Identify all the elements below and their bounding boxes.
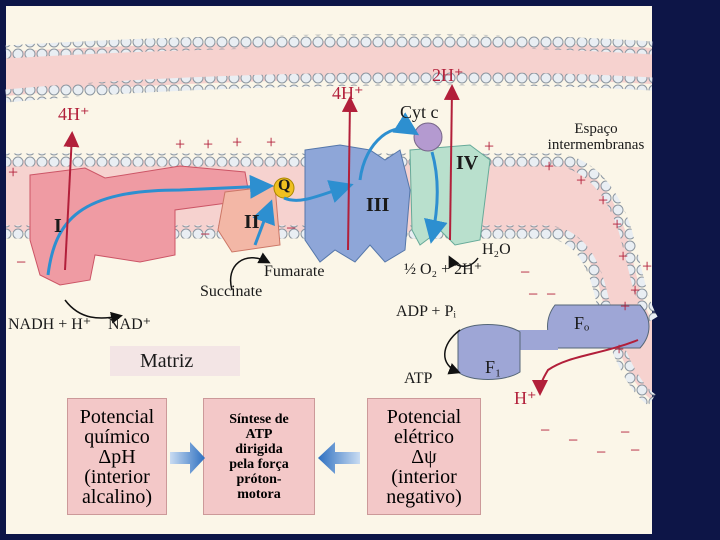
svg-text:−: − [16, 252, 27, 272]
adp-label: ADP + Pᵢ [396, 303, 456, 320]
svg-text:−: − [630, 440, 641, 460]
proton-label-out: H⁺ [514, 388, 537, 408]
svg-text:+: + [203, 134, 214, 154]
svg-text:−: − [200, 224, 211, 244]
chemical-potential-box: Potencial químico ΔpH (interior alcalino) [67, 398, 167, 515]
complex-iii [305, 145, 410, 262]
svg-text:−: − [596, 442, 607, 462]
water-label: H₂O [482, 241, 511, 258]
svg-text:−: − [568, 430, 579, 450]
svg-text:+: + [618, 246, 629, 266]
complex-iii-label: III [366, 194, 390, 216]
proton-label-4h-left: 4H⁺ [58, 104, 90, 124]
matriz-label: Matriz [110, 346, 240, 376]
svg-text:−: − [528, 284, 539, 304]
svg-text:+: + [8, 162, 19, 182]
svg-text:+: + [175, 134, 186, 154]
svg-text:+: + [484, 136, 495, 156]
oxygen-reaction-label: ½ O₂ + 2H⁺ [404, 261, 483, 278]
f1-label: F₁ [485, 357, 502, 377]
complex-ii-label: II [244, 211, 260, 233]
svg-text:+: + [576, 170, 587, 190]
succinate-label: Succinate [200, 283, 263, 300]
fo-label: Fₒ [574, 313, 590, 333]
svg-text:+: + [232, 132, 243, 152]
electric-potential-box: Potencial elétrico Δψ (interior negativo) [367, 398, 481, 515]
cyt-c-label: Cyt c [400, 102, 439, 122]
svg-text:−: − [540, 420, 551, 440]
svg-text:+: + [630, 280, 641, 300]
svg-text:+: + [620, 296, 631, 316]
nadh-label: NADH + H⁺ [8, 316, 92, 333]
svg-text:+: + [598, 190, 609, 210]
proton-label-2h: 2H⁺ [432, 65, 464, 85]
complex-iv-label: IV [456, 152, 479, 174]
svg-text:+: + [266, 132, 277, 152]
fumarate-label: Fumarate [264, 263, 325, 280]
svg-text:−: − [520, 262, 531, 282]
intermembrane-label: Espaço intermembranas [547, 121, 645, 153]
cyt-c-protein [414, 123, 442, 151]
q-label: Q [278, 177, 291, 194]
svg-text:+: + [544, 156, 555, 176]
svg-text:−: − [286, 218, 297, 238]
complex-i-label: I [54, 215, 62, 237]
svg-text:+: + [614, 339, 625, 359]
atp-synthesis-box: Síntese de ATP dirigida pela força próton- motora [203, 398, 315, 515]
svg-text:+: + [642, 256, 653, 276]
atp-label: ATP [404, 370, 433, 387]
nad-label: NAD⁺ [108, 316, 152, 333]
svg-text:−: − [620, 422, 631, 442]
svg-text:−: − [546, 284, 557, 304]
svg-text:+: + [612, 214, 623, 234]
proton-label-4h-mid: 4H⁺ [332, 83, 364, 103]
